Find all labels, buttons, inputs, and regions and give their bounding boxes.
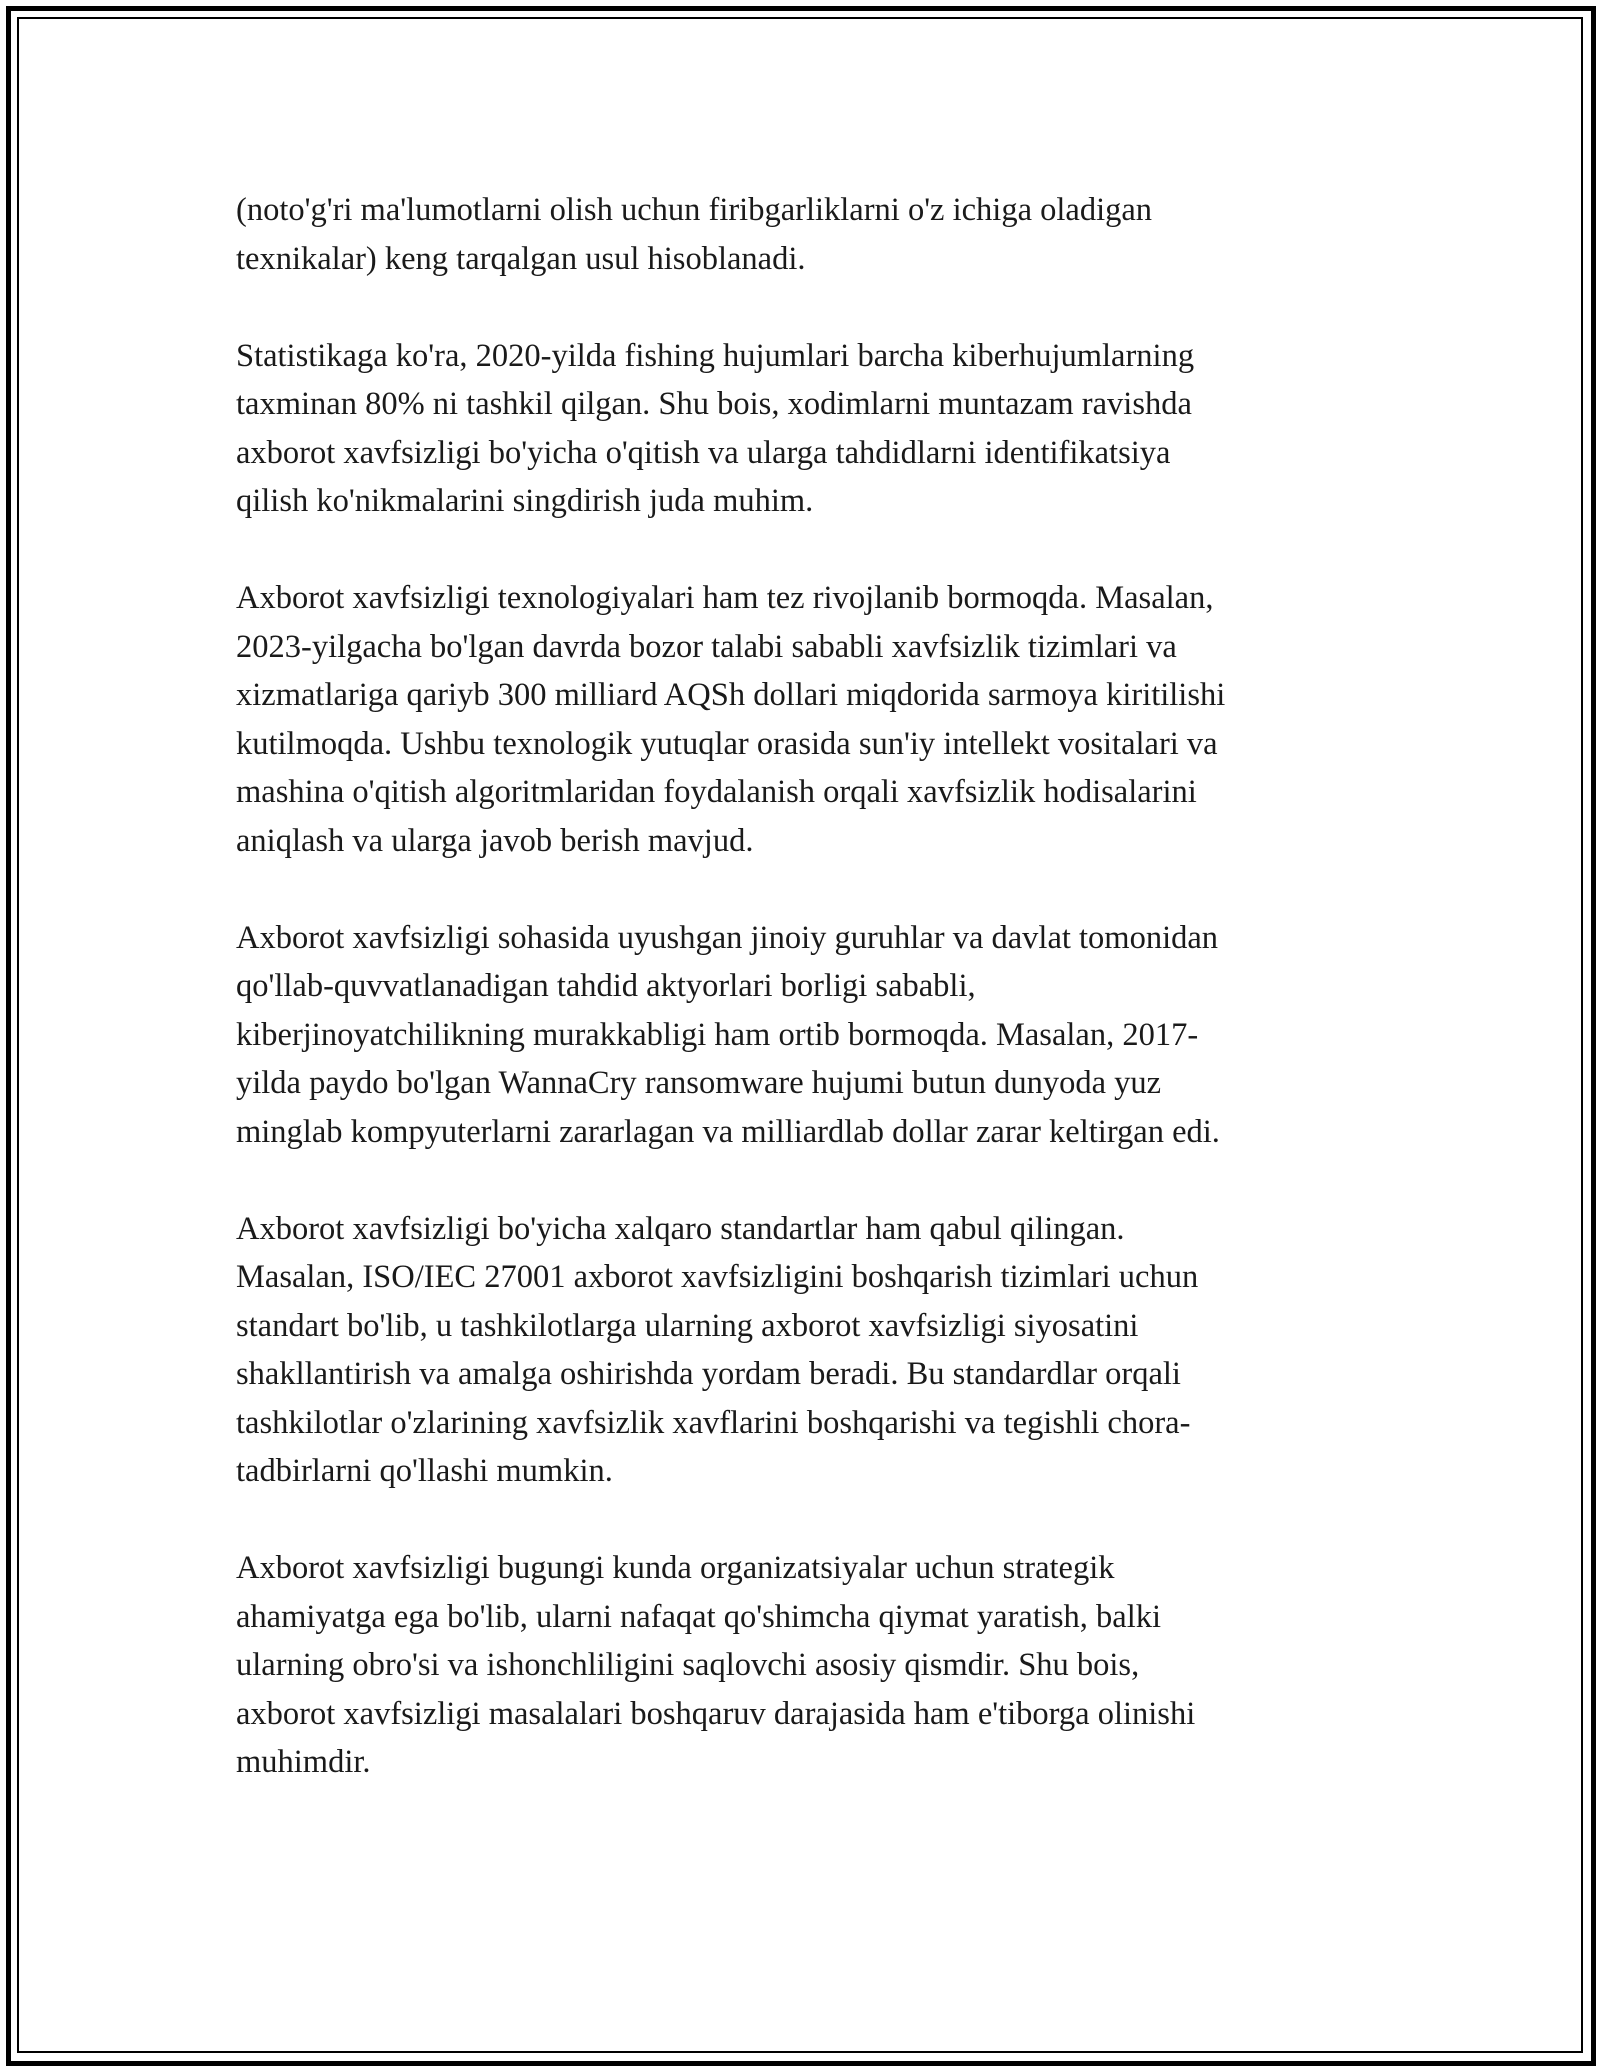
paragraph-4: Axborot xavfsizligi sohasida uyushgan jinoiy guruhlar va davlat tomonidan qo'llab-quvvatlanadigan tahdid aktyorlari borligi sababli, kiberjinoyatchilikning murakkabligi ham ortib bormoqda. Masalan, 2017- yilda paydo bo'lgan WannaCry ransomware hujumi butun dunyoda yuz minglab kompyuterlarni zararlagan va milliardlab dollar zarar keltirgan edi. xyxy=(236,919,1220,1150)
document-body xyxy=(236,186,1366,1787)
paragraph-6: Axborot xavfsizligi bugungi kunda organizatsiyalar uchun strategik ahamiyatga ega bo'lib, ularni nafaqat qo'shimcha qiymat yaratish, balki ularning obro'si va ishonchliligini saqlovchi asosiy qismdir. Shu bois, axborot xavfsizligi masalalari boshqaruv darajasida ham e'tiborga olinishi muhimdir. xyxy=(236,1550,1196,1780)
paragraph-2: Statistikaga ko'ra, 2020-yilda fishing hujumlari barcha kiberhujumlarning taxminan 80% ni tashkil qilgan. Shu bois, xodimlarni muntazam ravishda axborot xavfsizligi bo'yicha o'qitish va ularga tahdidlarni identifikatsiya qilish ko'nikmalarini singdirish juda muhim. xyxy=(236,337,1195,519)
paragraph-3: Axborot xavfsizligi texnologiyalari ham tez rivojlanib bormoqda. Masalan, 2023-yilgacha bo'lgan davrda bozor talabi sababli xavfsizlik tizimlari va xizmatlariga qariyb 300 milliard AQSh dollari miqdorida sarmoya kiritilishi kutilmoqda. Ushbu texnologik yutuqlar orasida sun'iy intellekt vositalari va mashina o'qitish algoritmlaridan foydalanish orqali xavfsizlik hodisalarini aniqlash va ularga javob berish mavjud. xyxy=(236,580,1226,859)
paragraph-1: (noto'g'ri ma'lumotlarni olish uchun firibgarliklarni o'z ichiga oladigan texnikalar) keng tarqalgan usul hisoblanadi. xyxy=(236,192,1153,277)
paragraph-5: Axborot xavfsizligi bo'yicha xalqaro standartlar ham qabul qilingan. Masalan, ISO/IEC 27001 axborot xavfsizligini boshqarish tizimlari uchun standart bo'lib, u tashkilotlarga ularning axborot xavfsizligi siyosatini shakllantirish va amalga oshirishda yordam beradi. Bu standardlar orqali tashkilotlar o'zlarining xavfsizlik xavflarini boshqarishi va tegishli chora- tadbirlarni qo'llashi mumkin. xyxy=(236,1210,1199,1489)
